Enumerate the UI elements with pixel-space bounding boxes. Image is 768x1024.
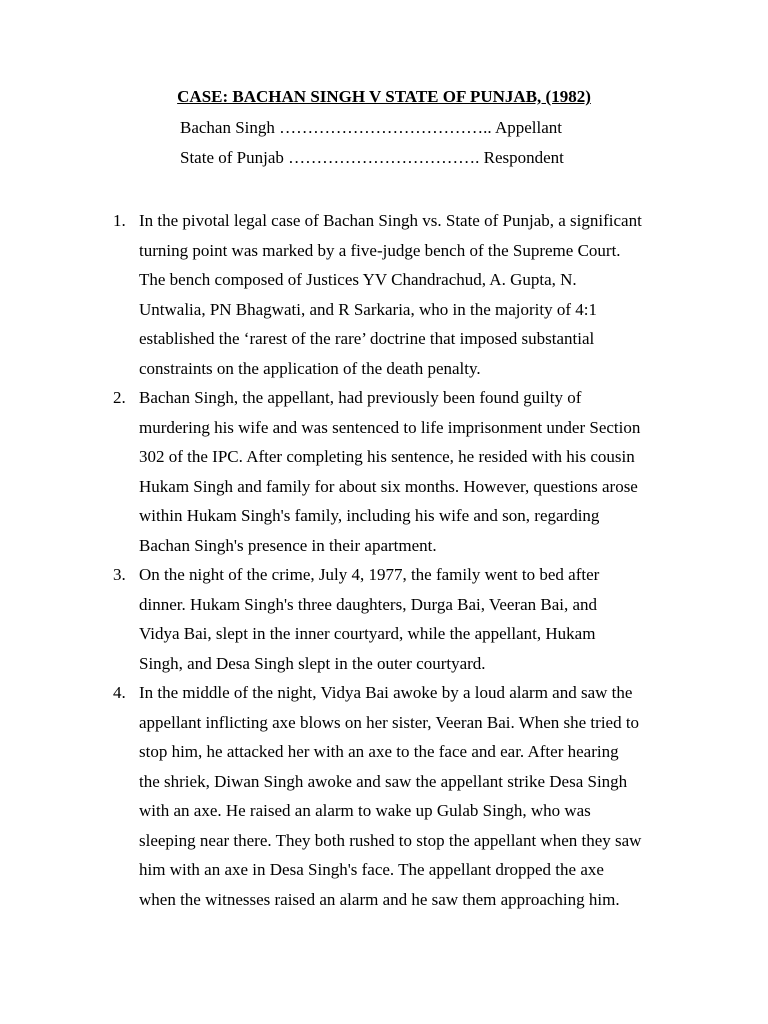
paragraph-line: Bachan Singh's presence in their apartment. bbox=[139, 535, 437, 555]
paragraph-line: turning point was marked by a five-judge bench of the Supreme Court. bbox=[139, 240, 621, 260]
numbered-paragraph-list bbox=[113, 206, 683, 914]
paragraph-line: On the night of the crime, July 4, 1977, the family went to bed after bbox=[139, 565, 600, 584]
paragraph-line: murdering his wife and was sentenced to life imprisonment under Section bbox=[139, 417, 641, 437]
paragraph-line: within Hukam Singh's family, including his wife and son, regarding bbox=[139, 506, 600, 525]
paragraph-line: appellant inflicting axe blows on her sister, Veeran Bai. When she tried to bbox=[139, 712, 640, 732]
list-item bbox=[113, 206, 683, 383]
paragraph-line: constraints on the application of the death penalty. bbox=[139, 358, 481, 378]
paragraph-line: Hukam Singh and family for about six months. However, questions arose bbox=[139, 476, 638, 496]
paragraph-line: when the witnesses raised an alarm and he saw them approaching him. bbox=[139, 889, 620, 909]
item-number: 4. bbox=[113, 683, 126, 702]
paragraph-line: with an axe. He raised an alarm to wake up Gulab Singh, who was bbox=[139, 801, 591, 820]
case-title: CASE: BACHAN SINGH V STATE OF PUNJAB, (1982) bbox=[177, 87, 591, 106]
paragraph-line: the shriek, Diwan Singh awoke and saw the appellant strike Desa Singh bbox=[139, 771, 628, 791]
item-number: 1. bbox=[113, 211, 126, 230]
paragraph-line: Vidya Bai, slept in the inner courtyard, while the appellant, Hukam bbox=[139, 624, 596, 643]
paragraph-line: In the pivotal legal case of Bachan Singh vs. State of Punjab, a significant bbox=[139, 211, 642, 230]
list-item bbox=[113, 383, 683, 560]
paragraph-line: established the ‘rarest of the rare’ doctrine that imposed substantial bbox=[139, 329, 595, 348]
paragraph-line: sleeping near there. They both rushed to stop the appellant when they saw bbox=[139, 830, 642, 850]
party-appellant: Bachan Singh ……………………………….. Appellant bbox=[180, 118, 563, 137]
paragraph-line: In the middle of the night, Vidya Bai awoke by a loud alarm and saw the bbox=[139, 683, 633, 702]
paragraph-line: Untwalia, PN Bhagwati, and R Sarkaria, who in the majority of 4:1 bbox=[139, 299, 597, 319]
list-item bbox=[113, 560, 683, 678]
party-respondent: State of Punjab ……………………………. Respondent bbox=[180, 148, 564, 167]
item-number: 2. bbox=[113, 388, 126, 407]
list-item bbox=[113, 678, 683, 914]
paragraph-line: Singh, and Desa Singh slept in the outer courtyard. bbox=[139, 653, 486, 673]
paragraph-line: The bench composed of Justices YV Chandrachud, A. Gupta, N. bbox=[139, 270, 577, 289]
item-number: 3. bbox=[113, 565, 126, 584]
paragraph-line: dinner. Hukam Singh's three daughters, Durga Bai, Veeran Bai, and bbox=[139, 594, 598, 614]
paragraph-line: Bachan Singh, the appellant, had previously been found guilty of bbox=[139, 388, 582, 407]
paragraph-line: stop him, he attacked her with an axe to the face and ear. After hearing bbox=[139, 742, 619, 761]
paragraph-line: 302 of the IPC. After completing his sentence, he resided with his cousin bbox=[139, 447, 635, 466]
paragraph-line: him with an axe in Desa Singh's face. The appellant dropped the axe bbox=[139, 860, 604, 879]
